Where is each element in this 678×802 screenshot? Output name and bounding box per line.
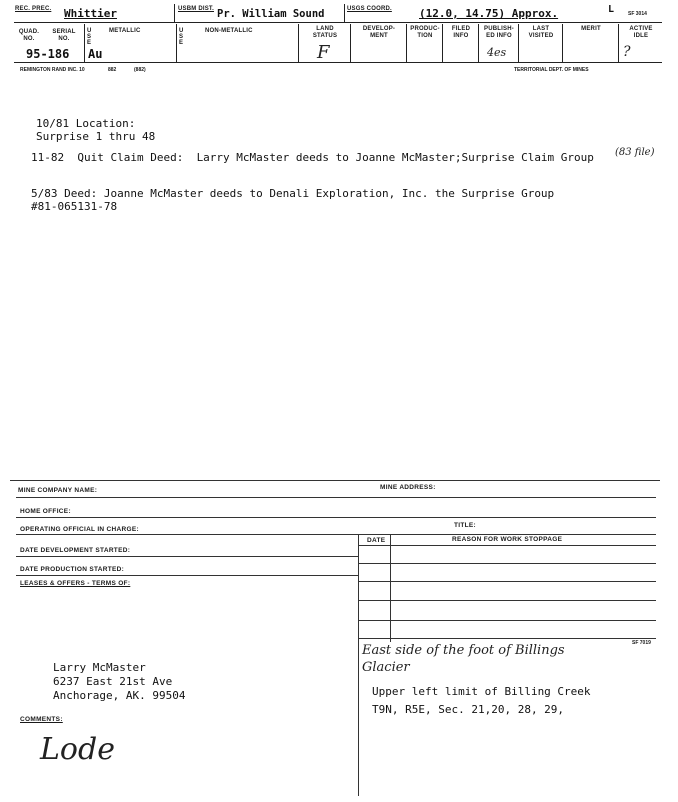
u-label-2: U bbox=[179, 28, 184, 34]
printer-code-2: (882) bbox=[134, 67, 146, 73]
stoppage-date-divider bbox=[390, 534, 391, 642]
form-number: SF 3014 bbox=[628, 11, 647, 17]
last-visited-cell bbox=[518, 24, 563, 62]
quad-label: QUAD. NO. bbox=[18, 29, 40, 42]
location-handwritten-2: Glacier bbox=[362, 660, 410, 675]
mine-company-line bbox=[16, 497, 656, 498]
corner-note: L bbox=[608, 4, 615, 15]
usbm-dist-label: USBM DIST. bbox=[178, 6, 215, 12]
address-city: Anchorage, AK. 99504 bbox=[53, 689, 186, 702]
dev-started-label: DATE DEVELOPMENT STARTED: bbox=[20, 547, 131, 554]
address-name: Larry McMaster bbox=[53, 661, 146, 674]
date-column-label: DATE bbox=[367, 537, 386, 544]
usbm-dist-cell bbox=[174, 4, 345, 22]
stoppage-left-border bbox=[358, 534, 359, 796]
home-office-line bbox=[16, 517, 656, 518]
rec-prec-value: Whittier bbox=[64, 7, 117, 20]
comments-label: COMMENTS: bbox=[20, 716, 63, 723]
development-label: DEVELOP-MENT bbox=[362, 26, 396, 39]
rec-prec-label: REC. PREC. bbox=[15, 6, 52, 12]
u-label-1: U bbox=[87, 28, 92, 34]
metallic-label: METALLIC bbox=[109, 28, 141, 34]
land-status-cell bbox=[298, 24, 351, 62]
prod-started-line bbox=[16, 575, 358, 576]
form-top-line bbox=[10, 480, 660, 481]
comments-value: Lode bbox=[40, 732, 115, 767]
metallic-cell bbox=[84, 24, 177, 62]
nonmetallic-cell bbox=[176, 24, 299, 62]
nonmetallic-label: NON-METALLIC bbox=[205, 28, 253, 34]
dev-started-line bbox=[16, 556, 358, 557]
published-info-label: PUBLISH-ED INFO bbox=[484, 26, 514, 39]
operating-official-label: OPERATING OFFICIAL IN CHARGE: bbox=[20, 526, 139, 533]
mine-address-label: MINE ADDRESS: bbox=[380, 484, 436, 491]
active-idle-value: ? bbox=[623, 44, 631, 60]
e-label-2: E bbox=[179, 40, 184, 46]
s-label-2: S bbox=[179, 34, 184, 40]
reason-column-label: REASON FOR WORK STOPPAGE bbox=[452, 536, 563, 543]
production-label: PRODUC-TION bbox=[410, 26, 440, 39]
printer-code: 882 bbox=[108, 67, 117, 73]
prod-started-label: DATE PRODUCTION STARTED: bbox=[20, 566, 125, 573]
stoppage-row-line-5 bbox=[358, 638, 656, 639]
stoppage-row-line-4 bbox=[358, 620, 656, 621]
usgs-coord-cell bbox=[344, 4, 605, 22]
usbm-dist-value: Pr. William Sound bbox=[217, 8, 325, 20]
filed-info-label: FILED INFO bbox=[451, 26, 471, 39]
note-quit-claim: 11-82 Quit Claim Deed: Larry McMaster deeds to Joanne McMaster;Surprise Claim Group bbox=[31, 151, 594, 164]
usgs-coord-label: USGS COORD. bbox=[347, 6, 392, 12]
location-typed-2: T9N, R5E, Sec. 21,20, 28, 29, bbox=[372, 703, 565, 716]
printer-label: REMINGTON RAND INC. 10 bbox=[20, 67, 85, 73]
merit-cell bbox=[562, 24, 619, 62]
leases-label: LEASES & OFFERS - TERMS OF: bbox=[20, 580, 131, 587]
stoppage-row-line-3 bbox=[358, 600, 656, 601]
territorial-label: TERRITORIAL DEPT. OF MINES bbox=[514, 67, 589, 73]
merit-label: MERIT bbox=[581, 26, 601, 32]
metallic-value: Au bbox=[88, 47, 103, 61]
note-deed: 5/83 Deed: Joanne McMaster deeds to Denali Exploration, Inc. the Surprise Group bbox=[31, 187, 555, 200]
stoppage-header-line bbox=[358, 545, 656, 546]
quad-serial-cell bbox=[14, 24, 84, 62]
s-label-1: S bbox=[87, 34, 92, 40]
active-idle-label: ACTIVE IDLE bbox=[629, 26, 653, 39]
note-quit-claim-annotation: (83 file) bbox=[615, 147, 655, 158]
stoppage-row-line-1 bbox=[358, 563, 656, 564]
published-info-cell bbox=[478, 24, 519, 62]
production-cell bbox=[406, 24, 443, 62]
e-label-1: E bbox=[87, 40, 92, 46]
quad-serial-value: 95-186 bbox=[26, 47, 70, 61]
note-claims: Surprise 1 thru 48 bbox=[36, 130, 156, 143]
home-office-label: HOME OFFICE: bbox=[20, 508, 71, 515]
note-deed-number: #81-065131-78 bbox=[31, 200, 118, 213]
active-idle-cell bbox=[618, 24, 663, 62]
form-code: SF 7019 bbox=[632, 640, 651, 646]
address-street: 6237 East 21st Ave bbox=[53, 675, 173, 688]
title-label: TITLE: bbox=[454, 522, 477, 529]
header-grid bbox=[14, 4, 662, 78]
operating-official-line bbox=[16, 534, 656, 535]
land-status-value: F bbox=[317, 42, 330, 63]
location-typed-1: Upper left limit of Billing Creek bbox=[372, 685, 591, 698]
location-handwritten-1: East side of the foot of Billings bbox=[362, 643, 565, 658]
serial-label: SERIAL NO. bbox=[52, 29, 76, 42]
filed-info-cell bbox=[442, 24, 479, 62]
header-row-1 bbox=[14, 4, 662, 23]
last-visited-label: LAST VISITED bbox=[528, 26, 554, 39]
stoppage-row-line-2 bbox=[358, 581, 656, 582]
rec-prec-cell bbox=[14, 4, 174, 22]
mine-company-label: MINE COMPANY NAME: bbox=[18, 487, 98, 494]
note-location: 10/81 Location: bbox=[36, 117, 136, 130]
development-cell bbox=[350, 24, 407, 62]
published-info-value: 4es bbox=[487, 46, 507, 59]
usgs-coord-value: (12.0, 14.75) Approx. bbox=[419, 7, 559, 20]
header-row-2 bbox=[14, 24, 662, 63]
land-status-label: LAND STATUS bbox=[312, 26, 338, 39]
